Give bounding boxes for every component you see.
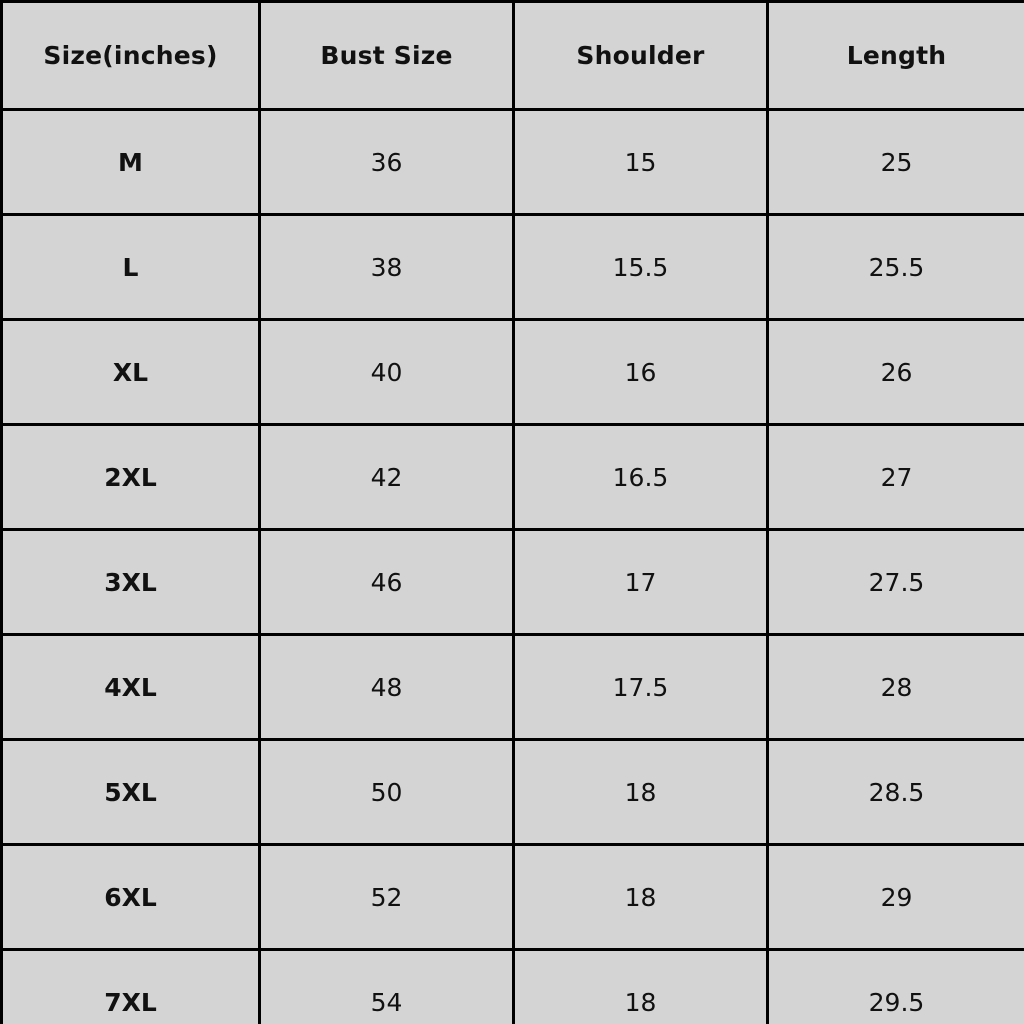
table-row: [2, 635, 1024, 740]
cell-bust: 46: [260, 530, 514, 635]
table-row: [2, 740, 1024, 845]
cell-shoulder: 17: [514, 530, 768, 635]
table-row: [2, 530, 1024, 635]
table-body: [2, 110, 1024, 1024]
cell-length: 29: [768, 845, 1024, 950]
cell-shoulder: 16.5: [514, 425, 768, 530]
cell-size: 7XL: [2, 950, 260, 1024]
cell-bust: 42: [260, 425, 514, 530]
cell-shoulder: 18: [514, 950, 768, 1024]
cell-size: M: [2, 110, 260, 215]
cell-shoulder: 17.5: [514, 635, 768, 740]
cell-bust: 48: [260, 635, 514, 740]
cell-length: 25.5: [768, 215, 1024, 320]
cell-length: 27.5: [768, 530, 1024, 635]
cell-shoulder: 16: [514, 320, 768, 425]
table-row: [2, 215, 1024, 320]
cell-length: 27: [768, 425, 1024, 530]
cell-bust: 40: [260, 320, 514, 425]
cell-shoulder: 18: [514, 845, 768, 950]
table-header: [2, 2, 1024, 110]
table-header-row: [2, 2, 1024, 110]
column-header-size: Size(inches): [2, 2, 260, 110]
cell-length: 28: [768, 635, 1024, 740]
cell-bust: 50: [260, 740, 514, 845]
column-header-length: Length: [768, 2, 1024, 110]
table-row: [2, 110, 1024, 215]
cell-shoulder: 18: [514, 740, 768, 845]
table-row: [2, 845, 1024, 950]
cell-length: 25: [768, 110, 1024, 215]
cell-size: 2XL: [2, 425, 260, 530]
cell-shoulder: 15.5: [514, 215, 768, 320]
cell-size: 3XL: [2, 530, 260, 635]
cell-bust: 52: [260, 845, 514, 950]
cell-length: 26: [768, 320, 1024, 425]
cell-bust: 36: [260, 110, 514, 215]
table-row: [2, 950, 1024, 1024]
cell-size: 5XL: [2, 740, 260, 845]
column-header-shoulder: Shoulder: [514, 2, 768, 110]
cell-size: 6XL: [2, 845, 260, 950]
table-row: [2, 425, 1024, 530]
cell-bust: 38: [260, 215, 514, 320]
column-header-bust: Bust Size: [260, 2, 514, 110]
cell-size: 4XL: [2, 635, 260, 740]
cell-size: XL: [2, 320, 260, 425]
cell-length: 28.5: [768, 740, 1024, 845]
cell-shoulder: 15: [514, 110, 768, 215]
table-row: [2, 320, 1024, 425]
cell-bust: 54: [260, 950, 514, 1024]
cell-length: 29.5: [768, 950, 1024, 1024]
cell-size: L: [2, 215, 260, 320]
